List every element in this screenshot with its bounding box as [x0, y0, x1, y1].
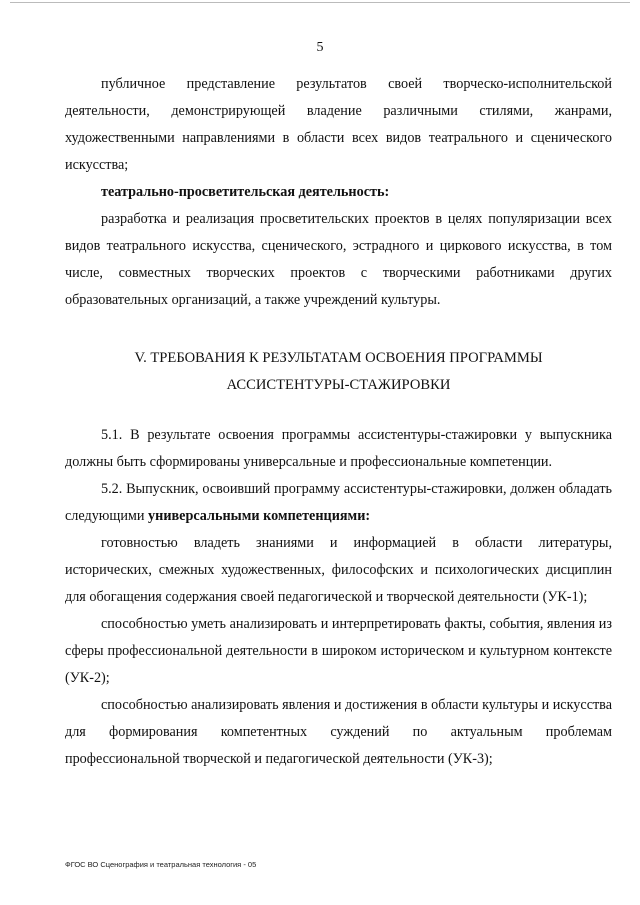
section-title-line-1: V. ТРЕБОВАНИЯ К РЕЗУЛЬТАТАМ ОСВОЕНИЯ ПРОГРАММЫ [134, 350, 543, 366]
competence-uk-2: способностью уметь анализировать и интерпретировать факты, события, явления из сферы профессиональной деятельности в широком историческом и культурном контексте (УК-2); [65, 616, 612, 686]
document-body [65, 71, 612, 773]
paragraph-educational-projects: разработка и реализация просветительских проектов в целях популяризации всех видов театрального искусства, сценического, эстрадного и циркового искусства, в том числе, совместных творческих проектов с творческими работниками других образовательных организаций, а также учреждений культуры. [65, 211, 612, 308]
clause-5-2-bold: универсальными компетенциями: [148, 508, 371, 524]
page-number: 5 [316, 40, 324, 55]
competence-uk-3: способностью анализировать явления и достижения в области культуры и искусства для формирования компетентных суждений по актуальным проблемам профессиональной творческой и педагогической деятельности (УК-3); [65, 697, 612, 767]
section-title [65, 345, 612, 399]
section-title-line-2: АССИСТЕНТУРЫ-СТАЖИРОВКИ [226, 377, 451, 393]
subheading-educational-activity: театрально-просветительская деятельность: [101, 184, 390, 200]
competence-uk-1: готовностью владеть знаниями и информацией в области литературы, исторических, смежных художественных, философских и психологических дисциплин для обогащения содержания своей педагогической и творческой деятельности (УК-1); [65, 535, 612, 605]
clause-5-1: 5.1. В результате освоения программы ассистентуры-стажировки у выпускника должны быть сформированы универсальные и профессиональные компетенции. [65, 427, 612, 470]
clause-5-2-text: 5.2. Выпускник, освоивший программу ассистентуры-стажировки, должен обладать следующими [65, 481, 612, 524]
scan-edge-line [10, 2, 630, 3]
paragraph-public-presentation: публичное представление результатов своей творческо-исполнительской деятельности, демонстрирующей владение различными стилями, жанрами, художественными направлениями в области всех видов театрального и сценического искусства; [65, 76, 612, 173]
page-footer: ФГОС ВО Сценография и театральная технология - 05 [65, 860, 257, 869]
clause-5-2 [65, 476, 612, 530]
